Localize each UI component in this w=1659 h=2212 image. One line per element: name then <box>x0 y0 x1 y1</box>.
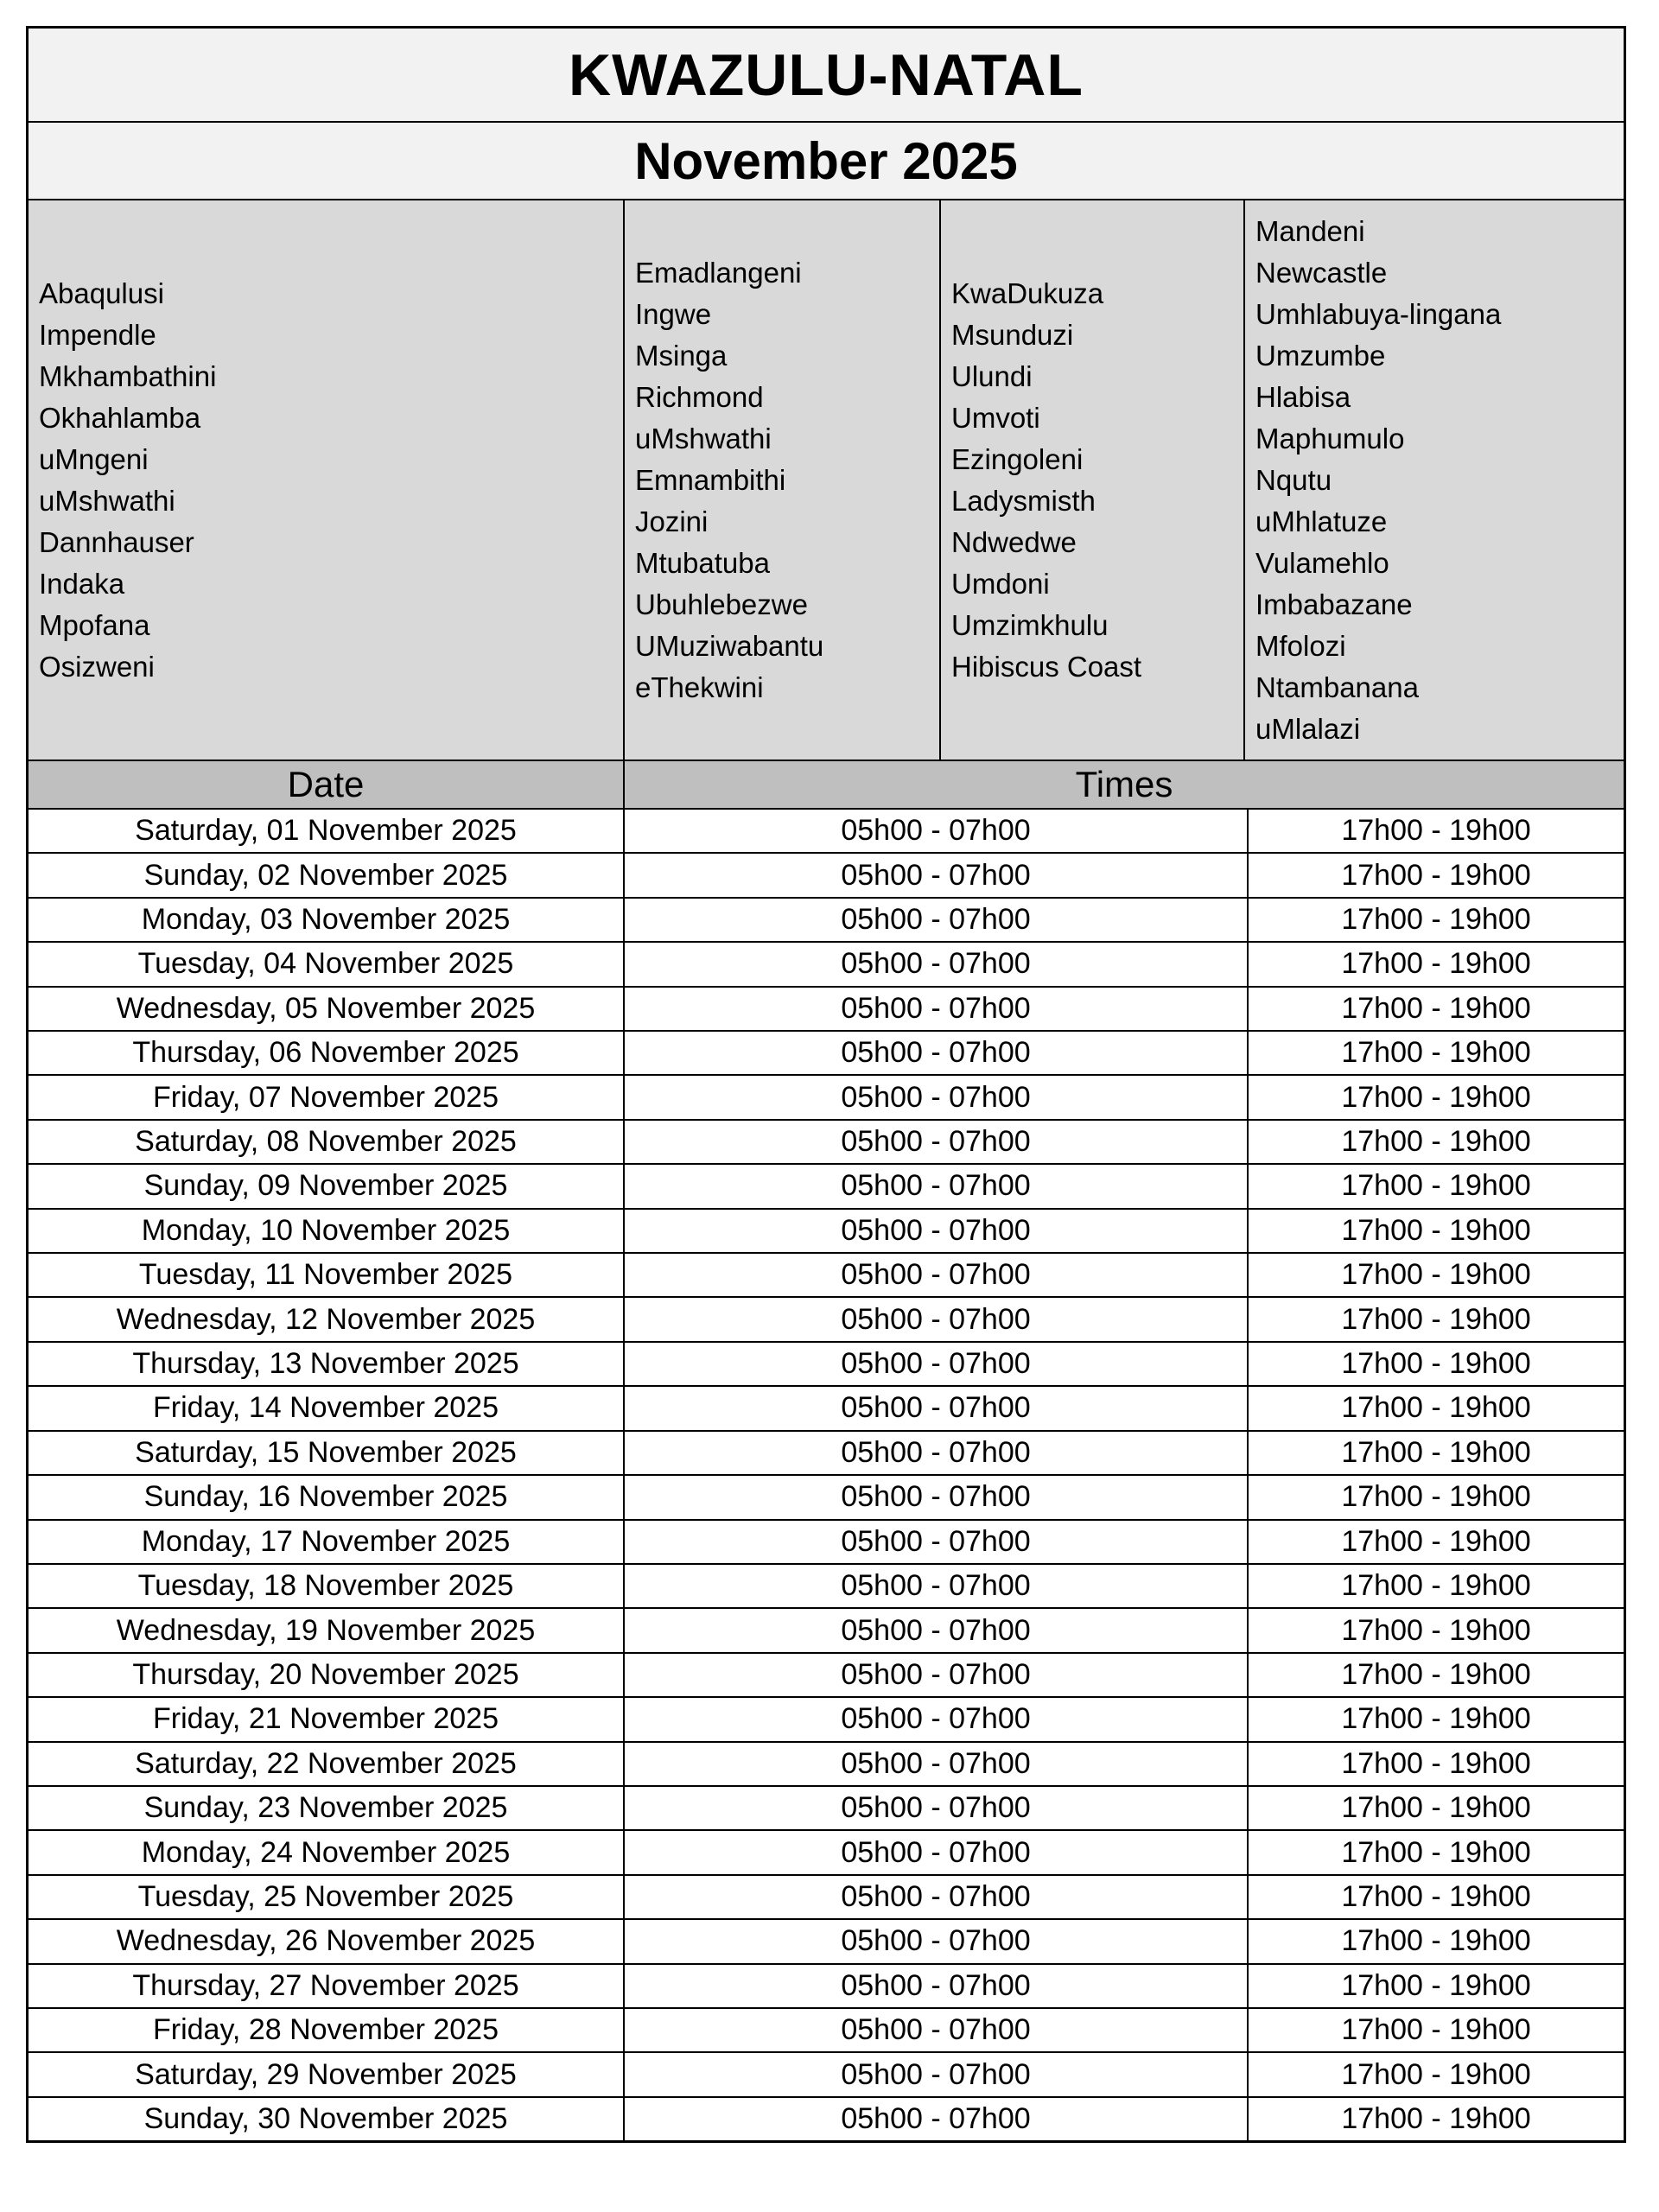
schedule-row <box>29 1965 1624 2009</box>
schedule-row <box>29 899 1624 943</box>
region-name: Imbabazane <box>1255 588 1413 620</box>
region-name: Ulundi <box>951 359 1033 392</box>
schedule-row <box>29 810 1624 854</box>
schedule-row <box>29 1609 1624 1653</box>
schedule-row <box>29 1121 1624 1165</box>
date-cell: Sunday, 30 November 2025 <box>29 2098 625 2140</box>
time-cell-evening: 17h00 - 19h00 <box>1341 1213 1531 1247</box>
time-cell-morning: 05h00 - 07h00 <box>625 1965 1249 2007</box>
region-name: Ladysmisth <box>951 484 1096 517</box>
time-cell-evening: 17h00 - 19h00 <box>1341 1435 1531 1469</box>
time-cell-morning: 05h00 - 07h00 <box>625 1698 1249 1740</box>
time-cell-evening: 17h00 - 19h00 <box>1341 903 1531 937</box>
region-column-4 <box>1245 200 1624 760</box>
time-cell-morning: 05h00 - 07h00 <box>625 1343 1249 1385</box>
region-name: Ubuhlebezwe <box>635 588 808 620</box>
time-cell-morning: 05h00 - 07h00 <box>625 1920 1249 1962</box>
schedule-row <box>29 1565 1624 1609</box>
region-name: Mfolozi <box>1255 629 1346 662</box>
region-name: Maphumulo <box>1255 422 1405 454</box>
time-cell-morning: 05h00 - 07h00 <box>625 2009 1249 2051</box>
time-cell-evening: 17h00 - 19h00 <box>1341 1924 1531 1958</box>
time-cell-morning: 05h00 - 07h00 <box>625 854 1249 896</box>
region-name: Indaka <box>39 567 125 600</box>
time-cell-evening: 17h00 - 19h00 <box>1341 1613 1531 1647</box>
date-cell: Thursday, 20 November 2025 <box>29 1654 625 1696</box>
date-cell: Saturday, 08 November 2025 <box>29 1121 625 1163</box>
time-cell-morning: 05h00 - 07h00 <box>625 1210 1249 1252</box>
region-name: Dannhauser <box>39 525 194 558</box>
region-name: Jozini <box>635 505 709 537</box>
region-name: Emnambithi <box>635 463 786 496</box>
time-cell-evening: 17h00 - 19h00 <box>1341 1524 1531 1558</box>
time-cell-evening: 17h00 - 19h00 <box>1341 1080 1531 1114</box>
region-name: Msinga <box>635 339 728 372</box>
time-cell-morning: 05h00 - 07h00 <box>625 1521 1249 1563</box>
schedule-row <box>29 943 1624 987</box>
schedule-row <box>29 1032 1624 1076</box>
schedule-row <box>29 1698 1624 1742</box>
time-cell-evening: 17h00 - 19h00 <box>1341 1169 1531 1203</box>
region-name: Vulamehlo <box>1255 546 1389 579</box>
time-cell-evening: 17h00 - 19h00 <box>1341 1569 1531 1603</box>
date-cell: Friday, 14 November 2025 <box>29 1387 625 1429</box>
date-cell: Tuesday, 18 November 2025 <box>29 1565 625 1607</box>
time-cell-evening: 17h00 - 19h00 <box>1341 991 1531 1025</box>
region-name: Ntambanana <box>1255 671 1419 703</box>
schedule-row <box>29 1298 1624 1342</box>
date-cell: Tuesday, 25 November 2025 <box>29 1876 625 1918</box>
region-name: Mtubatuba <box>635 546 770 579</box>
schedule-table <box>26 26 1626 2143</box>
date-cell: Wednesday, 26 November 2025 <box>29 1920 625 1962</box>
region-name: Mpofana <box>39 608 150 641</box>
region-name: Umzimkhulu <box>951 608 1109 641</box>
province-title-row <box>29 29 1624 123</box>
schedule-row <box>29 1432 1624 1476</box>
region-column-1 <box>29 200 625 760</box>
time-cell-evening: 17h00 - 19h00 <box>1341 1746 1531 1780</box>
region-name: Umzumbe <box>1255 339 1386 372</box>
date-cell: Sunday, 16 November 2025 <box>29 1476 625 1518</box>
region-name: Umhlabuya-lingana <box>1255 297 1502 330</box>
time-cell-morning: 05h00 - 07h00 <box>625 1476 1249 1518</box>
region-name: uMhlatuze <box>1255 505 1388 537</box>
region-name: eThekwini <box>635 671 764 703</box>
region-name: Hibiscus Coast <box>951 650 1142 683</box>
schedule-row <box>29 1254 1624 1298</box>
date-cell: Monday, 17 November 2025 <box>29 1521 625 1563</box>
schedule-rows <box>29 810 1624 2140</box>
region-name: Hlabisa <box>1255 380 1351 413</box>
time-cell-morning: 05h00 - 07h00 <box>625 1432 1249 1474</box>
region-name: Mandeni <box>1255 214 1365 247</box>
time-cell-evening: 17h00 - 19h00 <box>1341 947 1531 981</box>
schedule-row <box>29 988 1624 1032</box>
schedule-row <box>29 1787 1624 1831</box>
region-name: Umdoni <box>951 567 1050 600</box>
schedule-row <box>29 1387 1624 1431</box>
date-cell: Saturday, 15 November 2025 <box>29 1432 625 1474</box>
date-cell: Sunday, 02 November 2025 <box>29 854 625 896</box>
date-cell: Wednesday, 12 November 2025 <box>29 1298 625 1340</box>
schedule-row <box>29 1920 1624 1964</box>
date-cell: Monday, 03 November 2025 <box>29 899 625 941</box>
region-name: Newcastle <box>1255 256 1388 289</box>
time-cell-evening: 17h00 - 19h00 <box>1341 1036 1531 1070</box>
time-cell-evening: 17h00 - 19h00 <box>1341 1879 1531 1913</box>
time-cell-evening: 17h00 - 19h00 <box>1341 1125 1531 1159</box>
time-cell-morning: 05h00 - 07h00 <box>625 1831 1249 1873</box>
time-cell-morning: 05h00 - 07h00 <box>625 1387 1249 1429</box>
date-cell: Wednesday, 05 November 2025 <box>29 988 625 1030</box>
date-column-header: Date <box>29 761 625 808</box>
date-cell: Thursday, 13 November 2025 <box>29 1343 625 1385</box>
time-cell-evening: 17h00 - 19h00 <box>1341 2057 1531 2091</box>
region-column-2 <box>625 200 941 760</box>
time-cell-morning: 05h00 - 07h00 <box>625 1254 1249 1296</box>
region-name: Msunduzi <box>951 318 1074 351</box>
region-name: uMngeni <box>39 442 149 475</box>
time-cell-morning: 05h00 - 07h00 <box>625 1121 1249 1163</box>
time-cell-morning: 05h00 - 07h00 <box>625 1165 1249 1207</box>
region-name: UMuziwabantu <box>635 629 824 662</box>
time-cell-evening: 17h00 - 19h00 <box>1341 1347 1531 1381</box>
time-cell-morning: 05h00 - 07h00 <box>625 1609 1249 1651</box>
region-name: Osizweni <box>39 650 155 683</box>
page-subtitle: November 2025 <box>634 131 1018 190</box>
region-name: Abaqulusi <box>39 276 164 309</box>
column-header-row <box>29 761 1624 810</box>
region-name: KwaDukuza <box>951 276 1104 309</box>
date-cell: Friday, 28 November 2025 <box>29 2009 625 2051</box>
schedule-row <box>29 1076 1624 1120</box>
date-cell: Saturday, 29 November 2025 <box>29 2053 625 2095</box>
date-cell: Saturday, 01 November 2025 <box>29 810 625 852</box>
region-name: Ingwe <box>635 297 712 330</box>
time-cell-evening: 17h00 - 19h00 <box>1341 1702 1531 1736</box>
schedule-row <box>29 1210 1624 1254</box>
time-cell-morning: 05h00 - 07h00 <box>625 943 1249 985</box>
date-cell: Thursday, 27 November 2025 <box>29 1965 625 2007</box>
region-name: Ezingoleni <box>951 442 1084 475</box>
schedule-row <box>29 2098 1624 2140</box>
time-cell-evening: 17h00 - 19h00 <box>1341 1480 1531 1514</box>
schedule-row <box>29 1165 1624 1209</box>
date-cell: Wednesday, 19 November 2025 <box>29 1609 625 1651</box>
time-cell-evening: 17h00 - 19h00 <box>1341 1835 1531 1869</box>
region-column-3 <box>941 200 1245 760</box>
time-cell-morning: 05h00 - 07h00 <box>625 1787 1249 1829</box>
time-cell-evening: 17h00 - 19h00 <box>1341 1391 1531 1425</box>
region-name: Nqutu <box>1255 463 1332 496</box>
date-cell: Tuesday, 11 November 2025 <box>29 1254 625 1296</box>
date-cell: Thursday, 06 November 2025 <box>29 1032 625 1074</box>
region-name: uMshwathi <box>39 484 175 517</box>
time-cell-morning: 05h00 - 07h00 <box>625 1032 1249 1074</box>
date-cell: Monday, 24 November 2025 <box>29 1831 625 1873</box>
region-name: Emadlangeni <box>635 256 802 289</box>
time-cell-evening: 17h00 - 19h00 <box>1341 1657 1531 1691</box>
region-name: Okhahlamba <box>39 401 201 434</box>
date-cell: Saturday, 22 November 2025 <box>29 1743 625 1785</box>
time-cell-morning: 05h00 - 07h00 <box>625 988 1249 1030</box>
date-cell: Sunday, 23 November 2025 <box>29 1787 625 1829</box>
schedule-row <box>29 1876 1624 1920</box>
time-cell-evening: 17h00 - 19h00 <box>1341 2101 1531 2135</box>
schedule-row <box>29 1521 1624 1565</box>
time-cell-evening: 17h00 - 19h00 <box>1341 858 1531 892</box>
schedule-row <box>29 1654 1624 1698</box>
time-cell-morning: 05h00 - 07h00 <box>625 1876 1249 1918</box>
time-cell-morning: 05h00 - 07h00 <box>625 1654 1249 1696</box>
region-name: uMlalazi <box>1255 712 1361 745</box>
date-cell: Sunday, 09 November 2025 <box>29 1165 625 1207</box>
time-cell-morning: 05h00 - 07h00 <box>625 1743 1249 1785</box>
schedule-row <box>29 1343 1624 1387</box>
month-title-row <box>29 123 1624 200</box>
time-cell-evening: 17h00 - 19h00 <box>1341 2013 1531 2047</box>
page-title: KWAZULU-NATAL <box>569 41 1084 108</box>
region-name: Impendle <box>39 318 156 351</box>
time-cell-morning: 05h00 - 07h00 <box>625 1076 1249 1118</box>
time-cell-evening: 17h00 - 19h00 <box>1341 1968 1531 2002</box>
time-cell-morning: 05h00 - 07h00 <box>625 2098 1249 2140</box>
time-cell-evening: 17h00 - 19h00 <box>1341 814 1531 848</box>
time-cell-evening: 17h00 - 19h00 <box>1341 1791 1531 1825</box>
region-name: Ndwedwe <box>951 525 1077 558</box>
time-cell-evening: 17h00 - 19h00 <box>1341 1258 1531 1292</box>
time-cell-morning: 05h00 - 07h00 <box>625 2053 1249 2095</box>
schedule-row <box>29 854 1624 898</box>
region-name: Mkhambathini <box>39 359 217 392</box>
time-cell-morning: 05h00 - 07h00 <box>625 1298 1249 1340</box>
schedule-row <box>29 1476 1624 1520</box>
date-cell: Friday, 21 November 2025 <box>29 1698 625 1740</box>
schedule-row <box>29 1743 1624 1787</box>
region-name: Umvoti <box>951 401 1040 434</box>
schedule-row <box>29 2009 1624 2053</box>
regions-row <box>29 200 1624 761</box>
time-cell-morning: 05h00 - 07h00 <box>625 810 1249 852</box>
time-cell-morning: 05h00 - 07h00 <box>625 1565 1249 1607</box>
region-name: uMshwathi <box>635 422 772 454</box>
schedule-row <box>29 1831 1624 1875</box>
date-cell: Tuesday, 04 November 2025 <box>29 943 625 985</box>
date-cell: Monday, 10 November 2025 <box>29 1210 625 1252</box>
date-cell: Friday, 07 November 2025 <box>29 1076 625 1118</box>
schedule-row <box>29 2053 1624 2097</box>
time-cell-morning: 05h00 - 07h00 <box>625 899 1249 941</box>
time-cell-evening: 17h00 - 19h00 <box>1341 1302 1531 1336</box>
times-column-header: Times <box>1075 764 1173 804</box>
region-name: Richmond <box>635 380 764 413</box>
